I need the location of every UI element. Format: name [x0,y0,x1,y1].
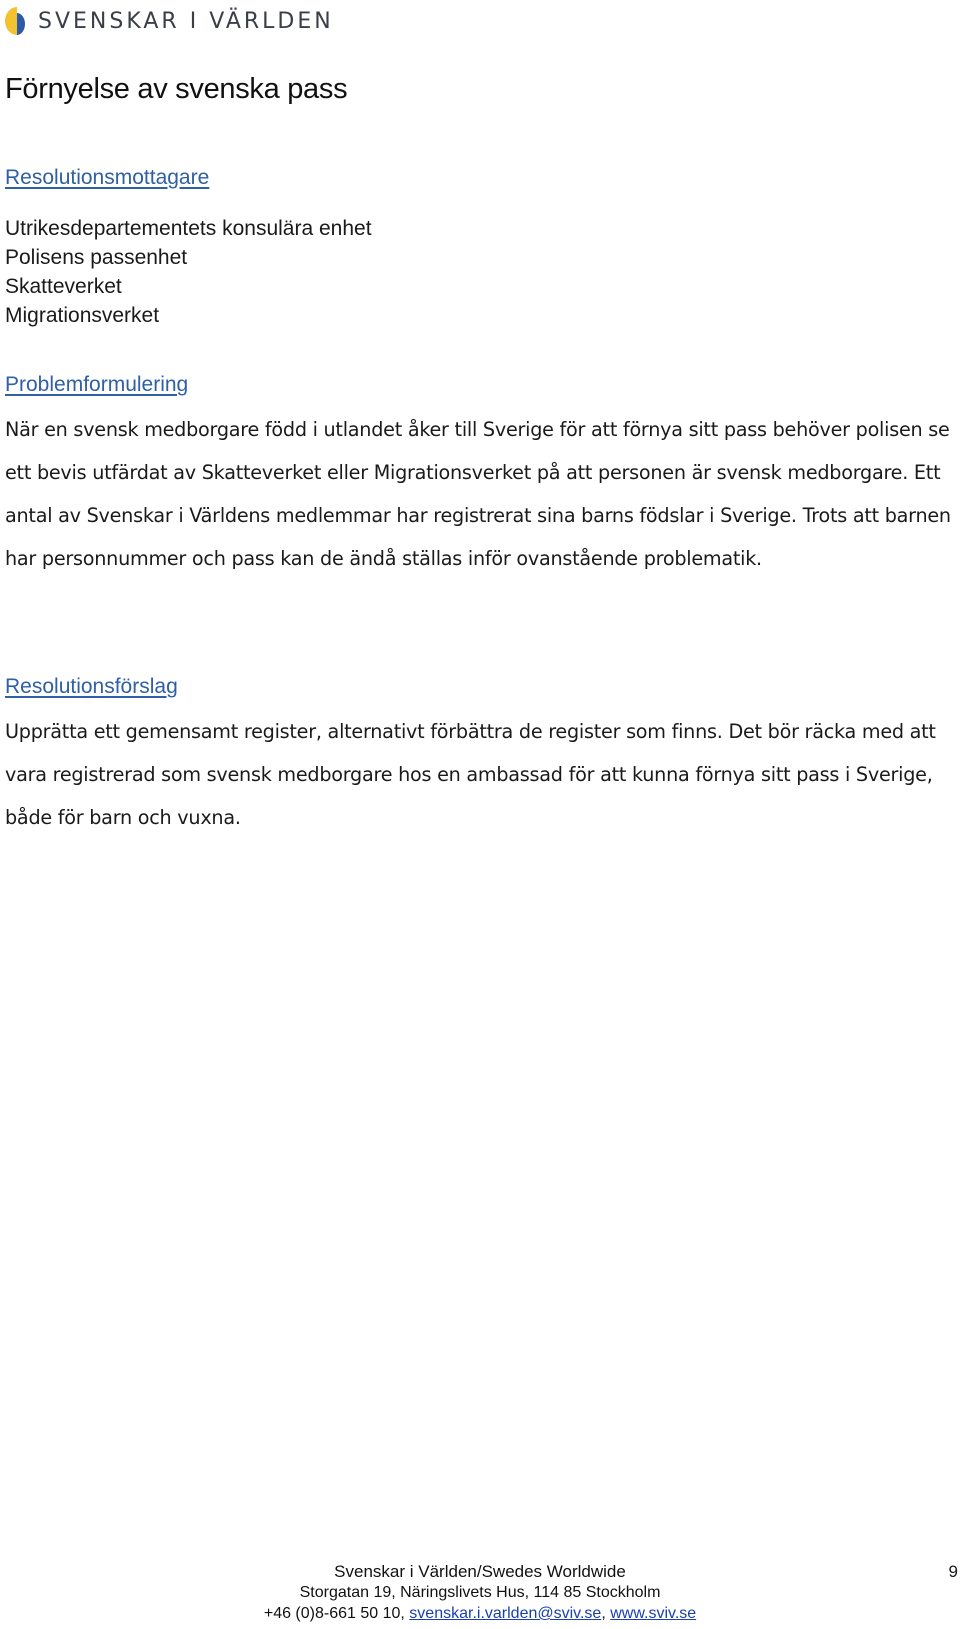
logo-icon [4,5,30,37]
logo-text: SVENSKAR I VÄRLDEN [38,8,334,34]
footer-address: Storgatan 19, Näringslivets Hus, 114 85 Stockholm [299,1584,661,1601]
footer-website-link[interactable]: www.sviv.se [610,1605,697,1622]
recipients-list [5,214,372,330]
list-item: Skatteverket [5,275,122,298]
recipients-heading: Resolutionsmottagare [5,166,210,189]
proposal-paragraph: Upprätta ett gemensamt register, alternativt förbättra de register som finns. Det bör räcka med att vara registrerad som svensk medborgare hos en ambassad för att kunna förnya sitt pass i Sverige, både för barn och vuxna. [5,720,936,829]
footer-phone: +46 (0)8-661 50 10, [263,1605,405,1622]
list-item: Utrikesdepartementets konsulära enhet [5,217,372,240]
brand-logo [4,4,334,38]
problem-paragraph: När en svensk medborgare född i utlandet åker till Sverige för att förnya sitt pass behöver polisen se ett bevis utfärdat av Skatteverket eller Migrationsverket på att personen är svensk medborgare. Ett antal av Svenskar i Världens medlemmar har registrerat sina barns födslar i Sverige. Trots att barnen har personnummer och pass kan de ändå ställas inför ovanstående problematik. [5,418,951,570]
proposal-heading: Resolutionsförslag [5,675,178,698]
page-title: Förnyelse av svenska pass [5,73,348,105]
footer-email-link[interactable]: svenskar.i.varlden@sviv.se [409,1605,602,1622]
problem-heading: Problemformulering [5,373,189,396]
list-item: Migrationsverket [5,304,160,327]
page-number: 9 [948,1562,958,1581]
footer-org: Svenskar i Världen/Swedes Worldwide [334,1562,626,1581]
list-item: Polisens passenhet [5,246,188,269]
footer-contact [0,1603,960,1624]
page-footer [0,1561,960,1624]
footer-separator: , [601,1605,606,1622]
